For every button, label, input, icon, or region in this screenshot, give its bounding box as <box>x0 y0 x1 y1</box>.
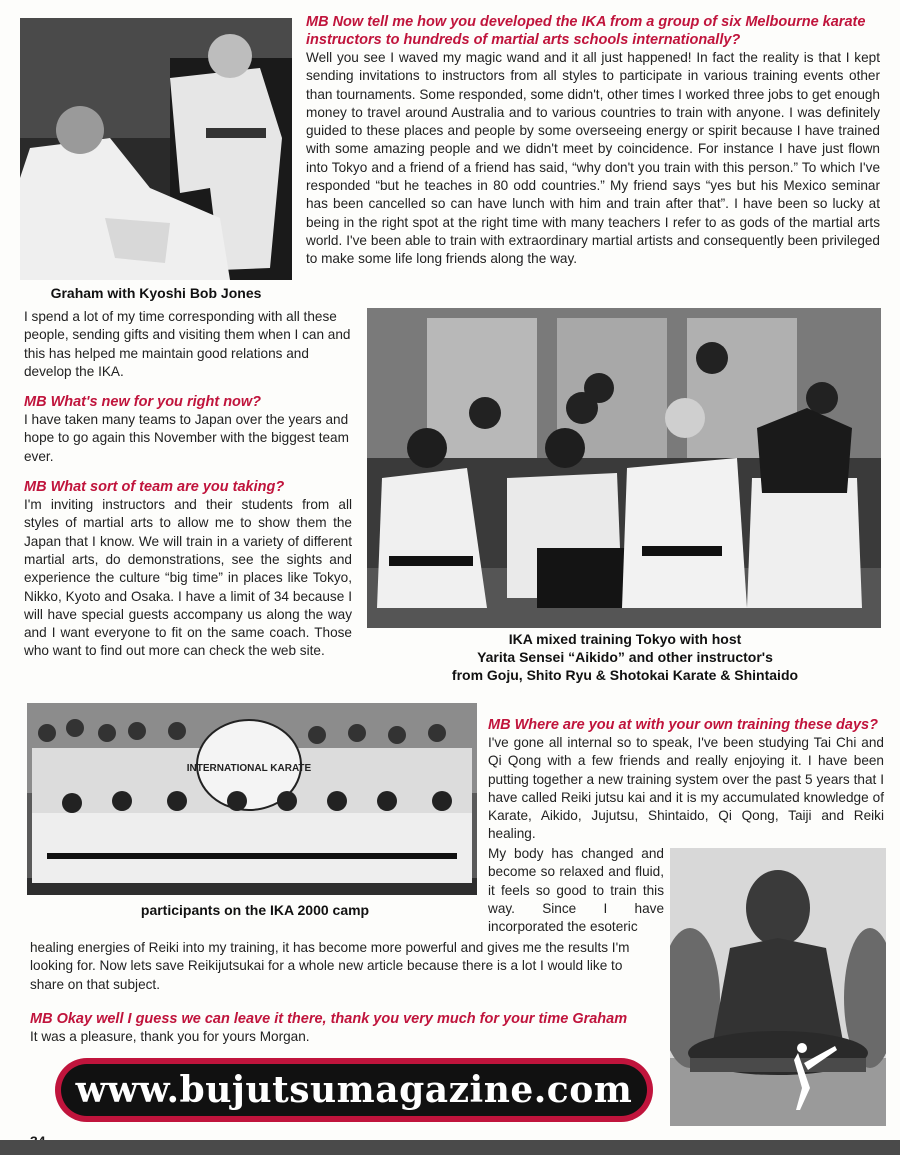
photo-graham-bob-jones <box>20 18 292 280</box>
website-banner <box>55 1058 653 1122</box>
flag-text: INTERNATIONAL KARATE <box>186 763 312 774</box>
q4-bottom-block <box>30 939 658 994</box>
caption-photo2 <box>385 630 865 684</box>
page-edge <box>0 1140 900 1155</box>
q2-answer: I have taken many teams to Japan over the years and hope to go again this November with the biggest team ever. <box>24 412 349 464</box>
q5-answer: It was a pleasure, thank you for yours Morgan. <box>30 1029 310 1044</box>
q1-question: MB Now tell me how you developed the IKA from a group of six Melbourne karate instructors to hundreds of martial arts schools internationally? <box>306 14 866 48</box>
q4-answer-top: I've gone all internal so to speak, I've been studying Tai Chi and Qi Qong with a few friends and really enjoying it. I have been putting together a new training system over the past 5 years that I have called Reiki jutsu kai and it is my accumulated knowledge of Karate, Aikido, Jujutsu, Shintaido, Qi Qong, Taiji and Reiki healing. <box>488 735 884 842</box>
caption-photo1: Graham with Kyoshi Bob Jones <box>50 285 262 301</box>
q4-question: MB Where are you at with your own training these days? <box>488 717 878 733</box>
q1-answer: Well you see I waved my magic wand and it all just happened! In fact the reality is that I kept sending invitations to instructors from all styles to participate in various training events other than tournaments. Some responded, some didn't, other times I worked three jobs to get enough money to travel around Australia and to various countries to train with anyone. I was definitely guided to these places and people by some overseeing energy or spirit because I have trained with some amazing people and we didn't meet by coincidence. For instance I have just flown into Tokyo and a friend of a friend has said, “why don't you train with this person.” To which I've responded “but he teaches in 80 odd countries.” My friend says “yes but his Mexico seminar has been cancelled so can have lunch with him and train after that”. I have been so lucky at being in the right spot at the right time with many teachers I refer to as gods of the martial arts world. I've been able to train with extraordinary martial artists and consequently been privileged to make some life long friends along the way. <box>306 50 880 267</box>
q1-block <box>306 13 880 269</box>
q5-question: MB Okay well I guess we can leave it there, thank you very much for your time Graham <box>30 1011 628 1027</box>
q4-narrow-block <box>488 845 664 936</box>
q2-question: MB What's new for you right now? <box>24 394 262 411</box>
website-banner-inner <box>61 1064 647 1116</box>
left-column <box>24 308 352 661</box>
caption-photo2-line2: Yarita Sensei “Aikido” and other instructor's <box>477 649 773 665</box>
q3-answer: I'm inviting instructors and their students from all styles of martial arts to allow me to show them the Japan that I know. We will train in a variety of different martial arts, do demonstrations, see the sights and experience the culture “big time” in places like Tokyo, Nikko, Kyoto and Osaka. I have a limit of 34 because I will have special guests accompany us along the way and I want everyone to fit on the same coach. Those who want to find out more can check the web site. <box>24 497 352 659</box>
photo-ika-2000-camp <box>27 703 477 895</box>
q4-answer-narrow: My body has changed and become so relaxed and fluid, it feels so good to train this way. Since I have incorporated the esoteric <box>488 846 664 935</box>
photo-ika-tokyo <box>367 308 881 628</box>
q4-answer-bottom: healing energies of Reiki into my training, it has become more powerful and gives me the results I'm looking for. Now lets save Reikijutsukai for a whole new article because there is a lot I would like to share on that subject. <box>30 940 630 992</box>
caption-photo2-line3: from Goju, Shito Ryu & Shotokai Karate & Shintaido <box>451 667 799 683</box>
q4-block <box>488 716 884 844</box>
caption-photo2-line1: IKA mixed training Tokyo with host <box>508 631 742 647</box>
q3-question: MB What sort of team are you taking? <box>24 479 285 496</box>
q1-continuation: I spend a lot of my time corresponding with all these people, sending gifts and visiting them when I can and this has helped me maintain good relations and develop the IKA. <box>24 309 351 379</box>
q5-block <box>30 1010 658 1046</box>
caption-photo3: participants on the IKA 2000 camp <box>140 902 370 918</box>
photo-buddha-statue <box>670 848 886 1126</box>
website-url[interactable]: www.bujutsumagazine.com <box>75 1069 633 1111</box>
